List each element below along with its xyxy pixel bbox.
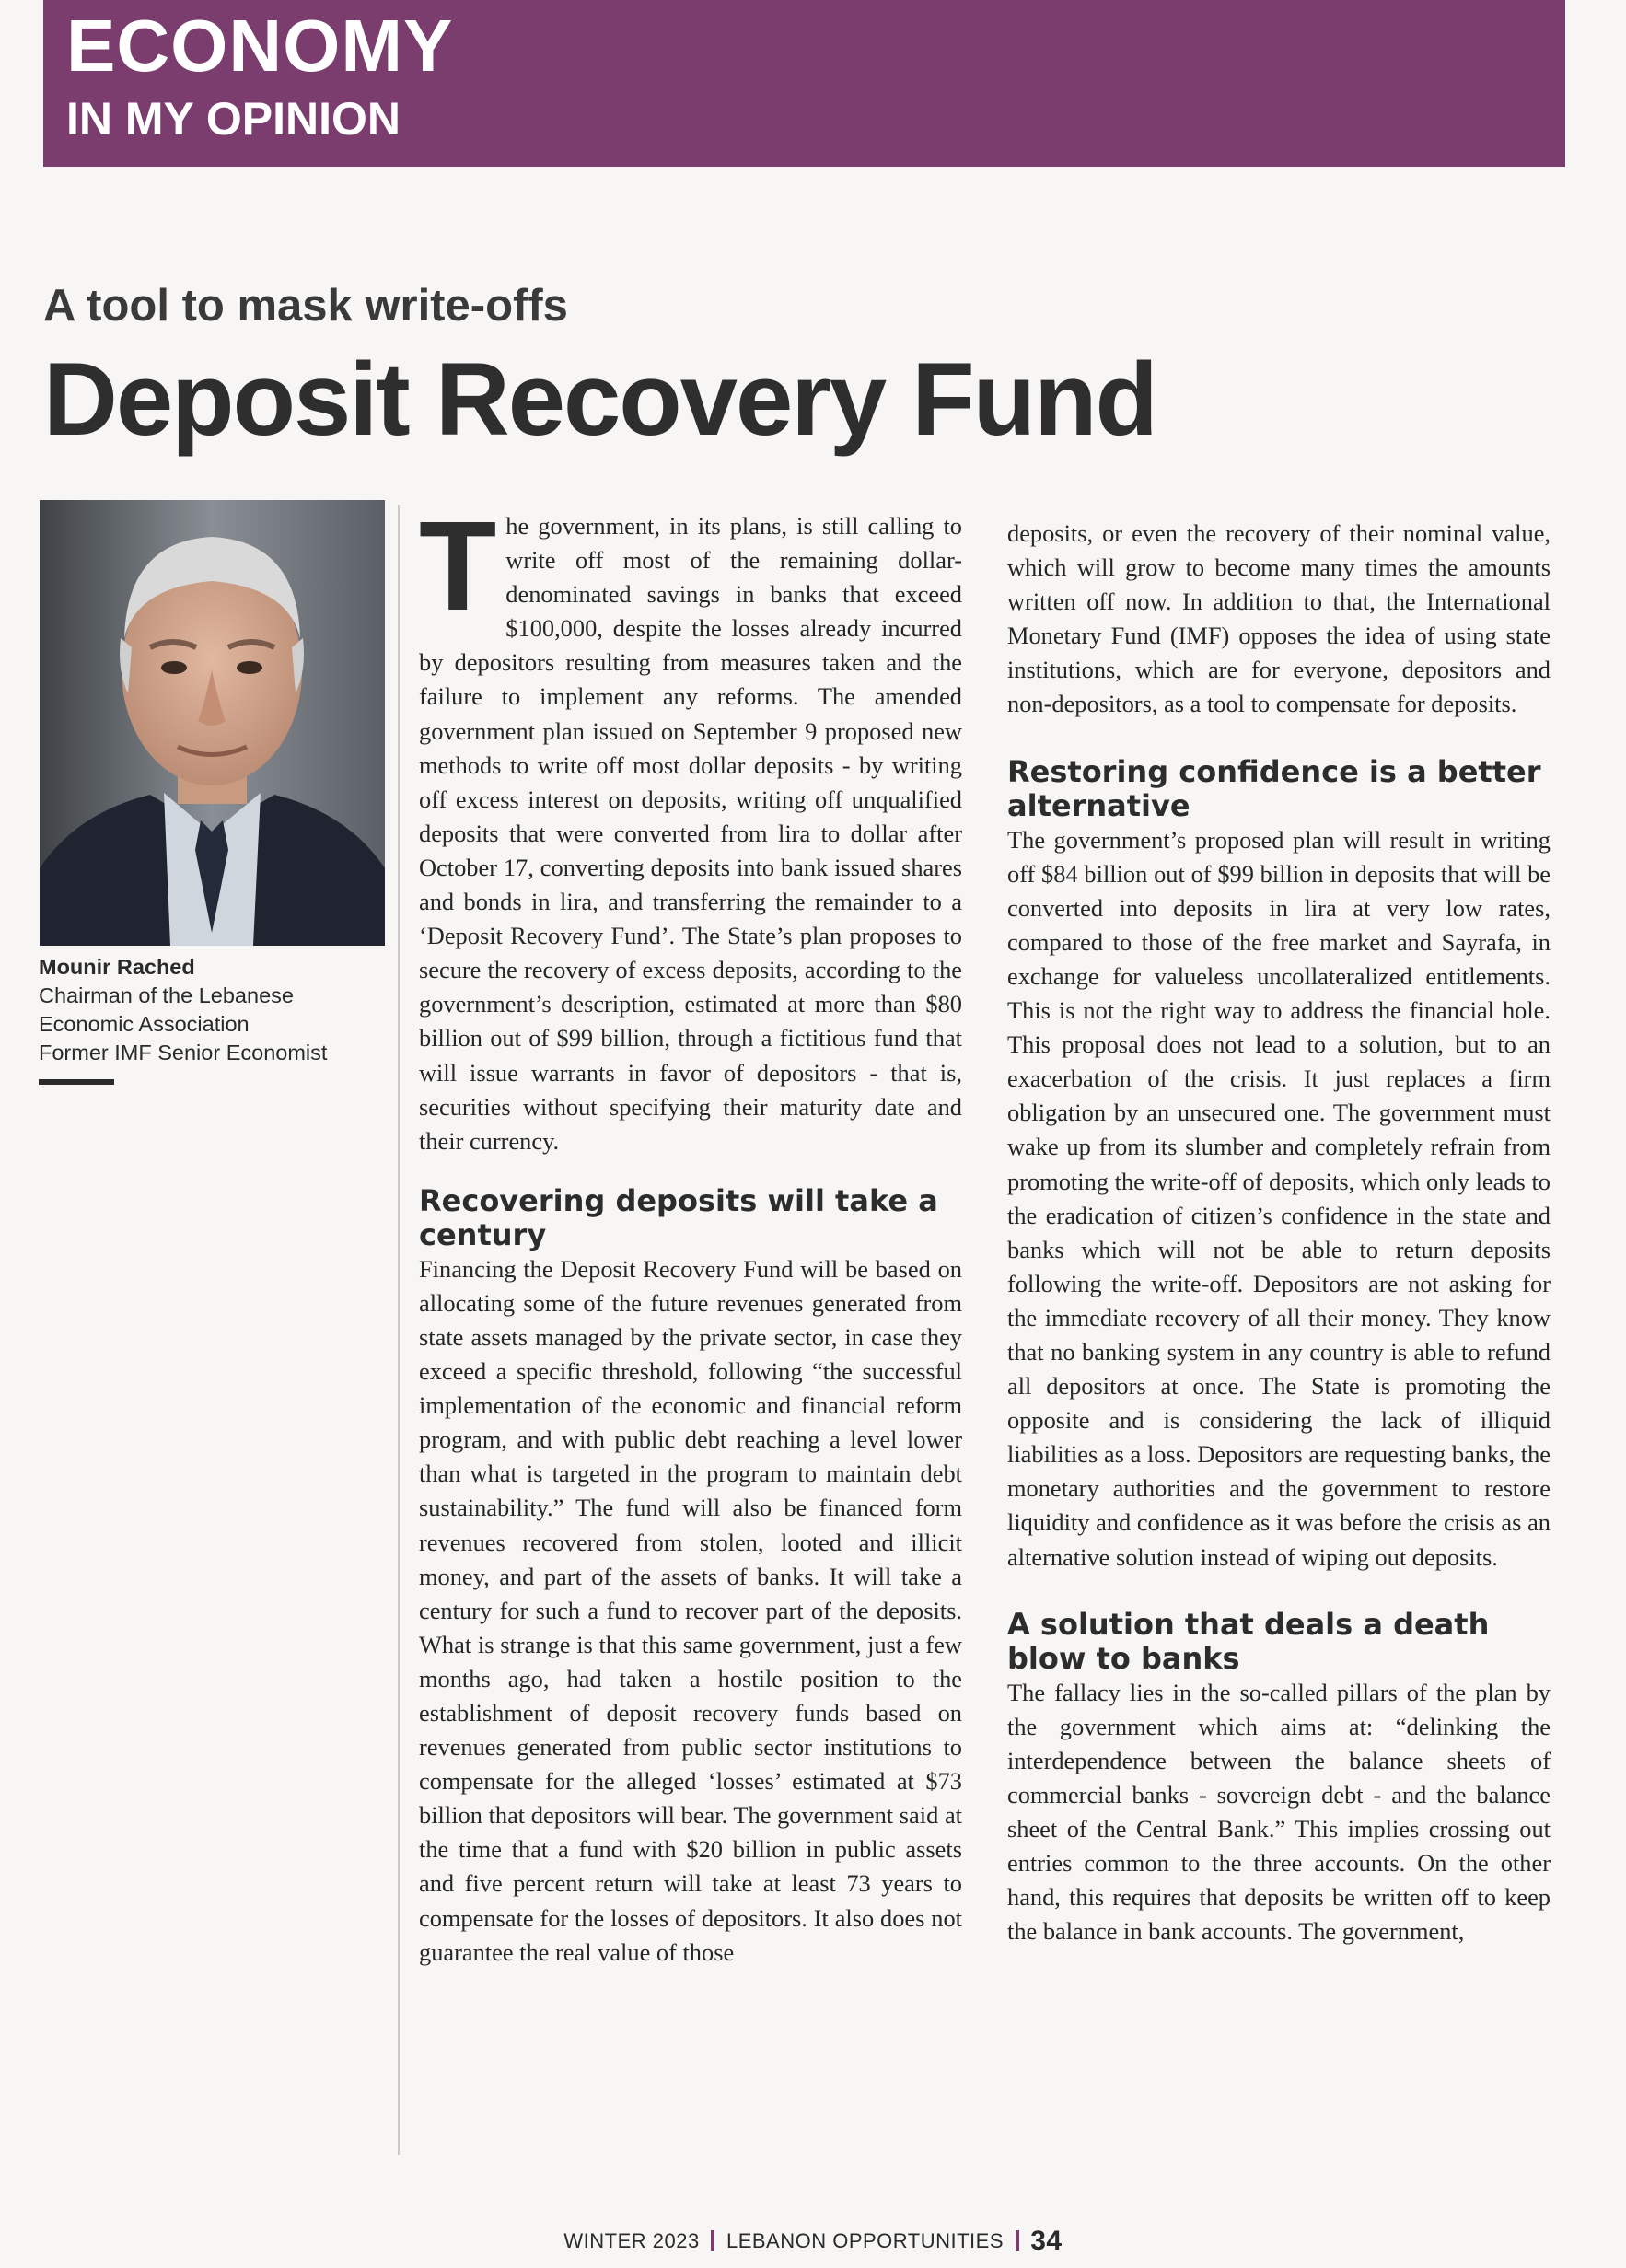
author-role-line-2: Economic Association bbox=[39, 1012, 250, 1036]
drop-cap: T bbox=[419, 495, 497, 637]
author-role-line-3: Former IMF Senior Economist bbox=[39, 1041, 328, 1064]
author-role-line-1: Chairman of the Lebanese bbox=[39, 983, 294, 1007]
paragraph-continued: deposits, or even the recovery of their nominal value, which will grow to become many times the amounts written off now. In addition to that, the International Monetary Fund (IMF) opposes the idea of using state institutions, which are for everyone, depositors and non-depositors, as a tool to compensate for deposits. bbox=[1007, 519, 1551, 718]
paragraph-restoring-confidence: The government’s proposed plan will result in writing off $84 billion out of $99 billion in deposits that will be converted into deposits in lira at very low rates, compared to those of the free market and Sayrafa, in exchange for valueless uncollateralized entitlements. This is not the right way to address the financial hole. This proposal does not lead to a solution, but to an exacerbation of the crisis. It just replaces a firm obligation by an unsecured one. The government must wake up from its slumber and completely refrain from promoting the write-off of deposits, which only leads to the eradication of citizen’s confidence in the state and banks which will not be able to return deposits following the write-off. Depositors are not asking for the immediate recovery of all their money. They know that no banking system in any country is able to refund all depositors at once. The State is promoting the opposite and is considering the lack of illiquid liabilities as a loss. Depositors are requesting banks, the monetary authorities and the government to restore liquidity and confidence as it was before the crisis as an alternative solution instead of wiping out deposits. bbox=[1007, 825, 1551, 1571]
section-title: ECONOMY bbox=[66, 5, 454, 87]
paragraph-death-blow: The fallacy lies in the so-called pillars of the plan by the government which aims at: “delinking the interdependence between the balance sheets of commercial banks - sovereign debt - and the balance sheet of the Central Bank.” This implies crossing out entries common to the three accounts. On the other hand, this requires that deposits be written off to keep the balance in bank accounts. The government, bbox=[1007, 1678, 1551, 1946]
footer-publication: LEBANON OPPORTUNITIES bbox=[726, 2229, 1004, 2252]
footer-separator bbox=[711, 2230, 714, 2251]
column-divider bbox=[398, 505, 400, 2155]
section-subtitle: IN MY OPINION bbox=[66, 93, 401, 145]
footer-issue: WINTER 2023 bbox=[563, 2229, 700, 2252]
subhead-restoring-confidence: Restoring confidence is a better alternative bbox=[1007, 753, 1541, 823]
author-name: Mounir Rached bbox=[39, 955, 195, 979]
article-column-2 bbox=[1007, 517, 1551, 1948]
subhead-death-blow: A solution that deals a death blow to banks bbox=[1007, 1606, 1490, 1676]
subhead-recovering-deposits: Recovering deposits will take a century bbox=[419, 1182, 938, 1252]
article-kicker: A tool to mask write-offs bbox=[43, 281, 568, 331]
page-number: 34 bbox=[1030, 2226, 1063, 2256]
page-footer bbox=[0, 2226, 1626, 2257]
footer-separator bbox=[1016, 2230, 1019, 2251]
section-banner bbox=[43, 0, 1565, 167]
article-column-1 bbox=[419, 495, 962, 1970]
author-photo bbox=[40, 500, 385, 946]
intro-text: he government, in its plans, is still calling to write off most of the remaining dollar-denominated savings in banks that exceed $100,000, despite the losses already incurred by depositors resulting from measures taken and the failure to implement any reforms. The amended government plan issued on September 9 proposed new methods to write off most dollar deposits - by writing off excess interest on deposits, writing off unqualified deposits that were converted from lira to dollar after October 17, converting deposits into bank issued shares and bonds in lira, and transferring the remainder to a ‘Deposit Recovery Fund’. The State’s plan proposes to secure the recovery of excess deposits, according to the government’s description, estimated at more than $80 billion out of $99 billion, through a fictitious fund that will issue warrants in favor of depositors - that is, securities without specifying their maturity date and their currency. bbox=[419, 512, 962, 1155]
intro-paragraph bbox=[419, 495, 962, 1158]
author-byline bbox=[39, 953, 389, 1085]
paragraph-recovery-fund-financing: Financing the Deposit Recovery Fund will be based on allocating some of the future revenues generated from state assets managed by the private sector, in case they exceed a specific threshold, following “the successful implementation of the economic and financial reform program, and with public debt reaching a level lower than what is targeted in the program to maintain debt sustainability.” The fund will also be financed form revenues recovered from stolen, looted and illicit money, and part of the assets of banks. It will take a century for such a fund to recover part of the deposits. What is strange is that this same government, just a few months ago, had taken a hostile position to the establishment of deposit recovery funds based on revenues generated from public sector institutions to compensate for the alleged ‘losses’ estimated at $73 billion that depositors will bear. The government said at the time that a fund with $20 billion in public assets and five percent return will take at least 73 years to compensate for the losses of depositors. It also does not guarantee the real value of those bbox=[419, 1254, 962, 1966]
byline-rule bbox=[39, 1079, 114, 1085]
article-headline: Deposit Recovery Fund bbox=[43, 342, 1156, 457]
